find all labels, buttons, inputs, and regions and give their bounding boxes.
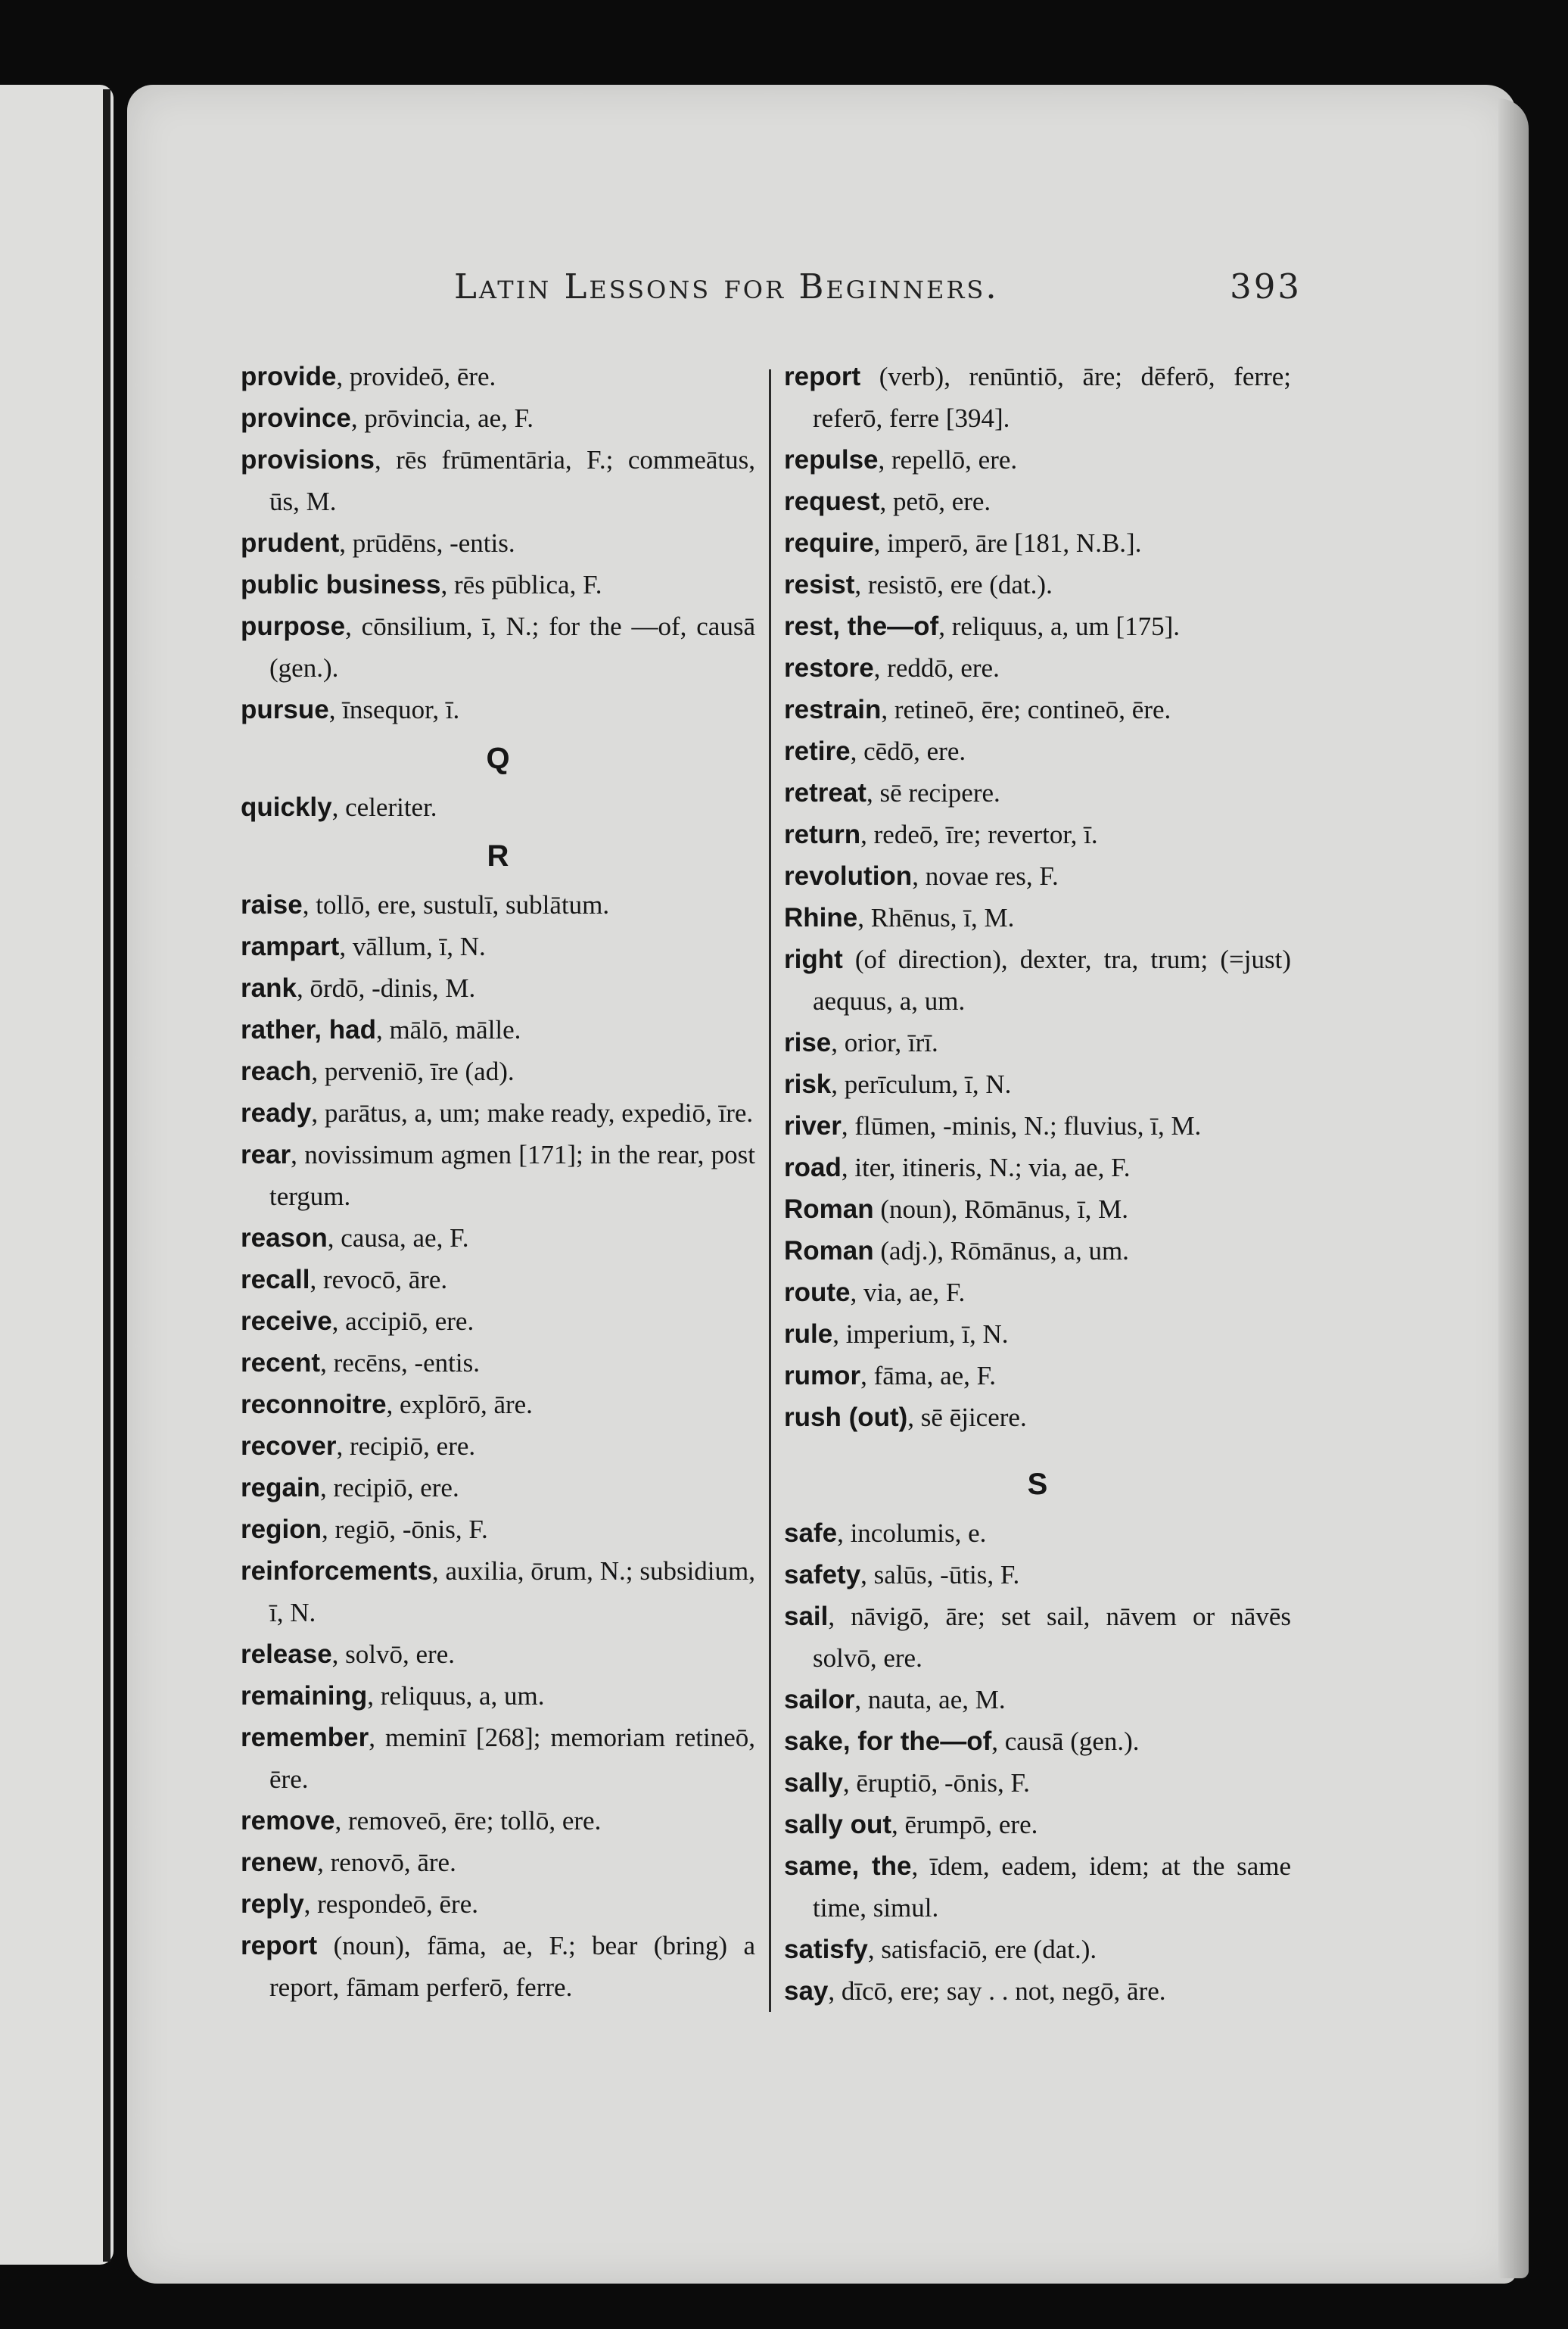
headword: rampart (241, 932, 340, 961)
definition: , auxilia, ōrum, N.; subsidium, ī, N. (269, 1556, 755, 1627)
definition: , novissimum agmen [171]; in the rear, post tergum. (269, 1140, 755, 1211)
definition: , recipiō, ere. (320, 1473, 459, 1502)
definition: , sē ējicere. (907, 1403, 1027, 1432)
definition: , nāvigō, āre; set sail, nāvem or nāvēs solvō, ere. (813, 1602, 1291, 1673)
definition: , via, ae, F. (850, 1278, 966, 1307)
definition: , retineō, ēre; contineō, ēre. (881, 695, 1171, 724)
headword: resist (784, 570, 855, 599)
definition: , causā (gen.). (991, 1727, 1140, 1756)
headword: report (784, 362, 861, 391)
headword: remaining (241, 1681, 368, 1711)
definition: , cēdō, ere. (850, 736, 966, 766)
dictionary-entry (784, 897, 1291, 939)
headword: same, the (784, 1851, 912, 1881)
definition: , prōvincia, ae, F. (350, 403, 534, 433)
dictionary-entry (241, 689, 755, 730)
headword: Roman (784, 1194, 874, 1224)
dictionary-entry (241, 926, 755, 967)
headword: rise (784, 1028, 832, 1057)
dictionary-entry (241, 1217, 755, 1259)
headword: rumor (784, 1361, 861, 1390)
dictionary-entry (241, 1925, 755, 2008)
column-divider (769, 369, 771, 2012)
dictionary-entry (241, 1675, 755, 1717)
dictionary-entry (784, 1762, 1291, 1804)
dictionary-entry (784, 1355, 1291, 1396)
dictionary-entry (241, 1883, 755, 1925)
headword: Rhine (784, 903, 858, 933)
letter-heading-s: S (1027, 1468, 1048, 1501)
dictionary-entry (241, 606, 755, 689)
left-column (241, 356, 755, 2008)
dictionary-entry (241, 1717, 755, 1800)
definition: , orior, īrī. (831, 1028, 938, 1057)
definition: , novae res, F. (912, 861, 1059, 891)
dictionary-entry (784, 1970, 1291, 2012)
definition: , prūdēns, -entis. (339, 528, 515, 558)
page-title: Latin Lessons for Beginners. (454, 266, 999, 307)
definition: , tollō, ere, sustulī, sublātum. (302, 890, 610, 920)
definition: , causa, ae, F. (327, 1223, 469, 1253)
dictionary-entry (784, 1512, 1291, 1554)
definition: , resistō, ere (dat.). (854, 570, 1053, 599)
headword: reply (241, 1889, 304, 1919)
definition: , sē recipere. (866, 778, 1000, 808)
headword: reason (241, 1223, 328, 1253)
definition: , explōrō, āre. (386, 1390, 533, 1419)
definition: , perīculum, ī, N. (831, 1070, 1012, 1099)
headword: safe (784, 1518, 838, 1548)
definition: , renovō, āre. (317, 1848, 456, 1877)
q-entries (241, 786, 755, 828)
facing-page-edge (0, 85, 114, 2265)
dictionary-entry (241, 1425, 755, 1467)
dictionary-entry (241, 522, 755, 564)
headword: route (784, 1278, 851, 1307)
definition: , recipiō, ere. (336, 1431, 476, 1461)
definition: , cōnsilium, ī, N.; for the —of, causā (gen.). (269, 612, 755, 683)
definition: (verb), renūntiō, āre; dēferō, ferre; referō, ferre [394]. (813, 362, 1291, 433)
dictionary-entry (784, 1022, 1291, 1063)
headword: rear (241, 1140, 291, 1169)
dictionary-entry (784, 772, 1291, 814)
headword: recent (241, 1348, 321, 1378)
headword: rather, had (241, 1015, 376, 1045)
dictionary-entry (241, 439, 755, 522)
running-header (454, 266, 1302, 327)
headword: repulse (784, 445, 879, 475)
headword: require (784, 528, 874, 558)
s-entries (784, 1512, 1291, 2012)
dictionary-entry (784, 814, 1291, 855)
headword: quickly (241, 792, 332, 822)
dictionary-entry (784, 1063, 1291, 1105)
dictionary-entry (784, 1679, 1291, 1720)
headword: sally (784, 1768, 843, 1798)
headword: remove (241, 1806, 335, 1835)
definition: , iter, itineris, N.; via, ae, F. (841, 1153, 1131, 1182)
definition: , mālō, mālle. (375, 1015, 521, 1045)
headword: provide (241, 362, 337, 391)
dictionary-entry (241, 786, 755, 828)
headword: river (784, 1111, 842, 1141)
definition: , parātus, a, um; make ready, expediō, īre. (311, 1098, 754, 1128)
headword: reconnoitre (241, 1390, 387, 1419)
definition: , ērumpō, ere. (891, 1810, 1038, 1839)
dictionary-entry (241, 1550, 755, 1633)
headword: request (784, 487, 880, 516)
page-number: 393 (1230, 266, 1302, 307)
headword: provisions (241, 445, 375, 475)
definition: , rēs frūmentāria, F.; commeātus, ūs, M. (269, 445, 755, 516)
definition: , regiō, -ōnis, F. (321, 1515, 488, 1544)
definition: , accipiō, ere. (331, 1306, 474, 1336)
dictionary-entry (241, 1009, 755, 1051)
headword: recover (241, 1431, 337, 1461)
headword: public business (241, 570, 441, 599)
headword: report (241, 1931, 318, 1960)
definition: , respondeō, ēre. (303, 1889, 478, 1919)
right-column (784, 356, 1291, 2012)
headword: prudent (241, 528, 340, 558)
dictionary-entry (784, 939, 1291, 1022)
dictionary-entry (784, 730, 1291, 772)
dictionary-entry (784, 1396, 1291, 1438)
headword: say (784, 1976, 829, 2006)
dictionary-entry (241, 884, 755, 926)
definition: , salūs, -ūtis, F. (860, 1560, 1020, 1590)
headword: restrain (784, 695, 882, 724)
dictionary-entry (784, 1554, 1291, 1596)
definition: , īnsequor, ī. (328, 695, 460, 724)
letter-heading-q: Q (486, 742, 510, 775)
headword: remember (241, 1723, 369, 1752)
dictionary-entry (241, 1842, 755, 1883)
dictionary-entry (241, 1633, 755, 1675)
dictionary-entry (784, 564, 1291, 606)
dictionary-entry (784, 356, 1291, 439)
dictionary-entry (241, 1342, 755, 1384)
headword: safety (784, 1560, 861, 1590)
definition: , Rhēnus, ī, M. (857, 903, 1015, 933)
definition: , ēruptiō, -ōnis, F. (842, 1768, 1030, 1798)
dictionary-entry (784, 1147, 1291, 1188)
definition: , revocō, āre. (310, 1265, 448, 1294)
headword: rank (241, 973, 297, 1003)
r-entries-continued (784, 356, 1291, 1438)
headword: retreat (784, 778, 866, 808)
headword: reach (241, 1057, 312, 1086)
definition: , īdem, eadem, idem; at the same time, simul. (813, 1851, 1292, 1923)
headword: sake, for the—of (784, 1727, 992, 1756)
dictionary-entry (241, 1134, 755, 1217)
definition: , flūmen, -minis, N.; fluvius, ī, M. (841, 1111, 1202, 1141)
dictionary-entry (784, 1804, 1291, 1845)
definition: , repellō, ere. (878, 445, 1018, 475)
dictionary-entry (241, 564, 755, 606)
dictionary-entry (784, 522, 1291, 564)
definition: (noun), Rōmānus, ī, M. (873, 1194, 1129, 1224)
headword: risk (784, 1070, 832, 1099)
dictionary-entry (784, 1845, 1291, 1929)
definition: , imperium, ī, N. (832, 1319, 1009, 1349)
headword: satisfy (784, 1935, 868, 1964)
dictionary-entry (241, 1259, 755, 1300)
dictionary-entry (784, 1313, 1291, 1355)
headword: rest, the—of (784, 612, 939, 641)
headword: sally out (784, 1810, 891, 1839)
definition: , fāma, ae, F. (860, 1361, 997, 1390)
definition: , nauta, ae, M. (854, 1685, 1006, 1714)
headword: recall (241, 1265, 310, 1294)
headword: purpose (241, 612, 346, 641)
page-edge-shadow (1498, 98, 1529, 2278)
p-entries (241, 356, 755, 730)
headword: regain (241, 1473, 321, 1502)
dictionary-entry (784, 481, 1291, 522)
headword: renew (241, 1848, 318, 1877)
definition: , removeō, ēre; tollō, ere. (334, 1806, 602, 1835)
definition: , vāllum, ī, N. (339, 932, 486, 961)
definition: , reddō, ere. (873, 653, 1000, 683)
dictionary-entry (241, 1300, 755, 1342)
headword: rush (out) (784, 1403, 908, 1432)
headword: retire (784, 736, 851, 766)
definition: , celeriter. (331, 792, 437, 822)
headword: province (241, 403, 351, 433)
headword: reinforcements (241, 1556, 432, 1586)
definition: , petō, ere. (879, 487, 991, 516)
definition: , imperō, āre [181, N.B.]. (873, 528, 1142, 558)
dictionary-entry (784, 606, 1291, 647)
dictionary-entry (784, 1230, 1291, 1272)
headword: rule (784, 1319, 833, 1349)
definition: , recēns, -entis. (320, 1348, 480, 1378)
r-entries (241, 884, 755, 2008)
definition: , meminī [268]; memoriam retineō, ēre. (269, 1723, 755, 1794)
dictionary-entry (241, 1092, 755, 1134)
definition: , redeō, īre; revertor, ī. (860, 820, 1098, 849)
headword: pursue (241, 695, 329, 724)
dictionary-entry (784, 1188, 1291, 1230)
headword: sailor (784, 1685, 855, 1714)
headword: release (241, 1639, 332, 1669)
dictionary-entry (784, 855, 1291, 897)
headword: sail (784, 1602, 829, 1631)
dictionary-entry (784, 439, 1291, 481)
definition: , provideō, ēre. (336, 362, 496, 391)
definition: (of direction), dexter, tra, trum; (=just) aequus, a, um. (813, 945, 1291, 1016)
dictionary-entry (241, 1467, 755, 1509)
definition: , ōrdō, -dinis, M. (296, 973, 476, 1003)
dictionary-entry (784, 1105, 1291, 1147)
headword: return (784, 820, 861, 849)
dictionary-entry (241, 1384, 755, 1425)
definition: , satisfaciō, ere (dat.). (867, 1935, 1097, 1964)
definition: , reliquus, a, um [175]. (938, 612, 1181, 641)
book-gutter (103, 89, 110, 2262)
dictionary-entry (784, 1272, 1291, 1313)
definition: , rēs pūblica, F. (440, 570, 602, 599)
headword: Roman (784, 1236, 874, 1266)
dictionary-entry (241, 1800, 755, 1842)
dictionary-entry (784, 647, 1291, 689)
definition: (adj.), Rōmānus, a, um. (873, 1236, 1129, 1266)
dictionary-entry (784, 1596, 1291, 1679)
dictionary-entry (784, 1929, 1291, 1970)
definition: , dīcō, ere; say . . not, negō, āre. (828, 1976, 1166, 2006)
headword: ready (241, 1098, 312, 1128)
dictionary-entry (241, 967, 755, 1009)
headword: restore (784, 653, 874, 683)
dictionary-entry (241, 1051, 755, 1092)
headword: region (241, 1515, 322, 1544)
dictionary-entry (784, 689, 1291, 730)
letter-heading-r: R (487, 839, 509, 873)
headword: receive (241, 1306, 332, 1336)
definition: , reliquus, a, um. (367, 1681, 545, 1711)
dictionary-entry (784, 1720, 1291, 1762)
definition: (noun), fāma, ae, F.; bear (bring) a report, fāmam perferō, ferre. (269, 1931, 755, 2002)
definition: , perveniō, īre (ad). (311, 1057, 515, 1086)
headword: road (784, 1153, 842, 1182)
headword: revolution (784, 861, 913, 891)
definition: , solvō, ere. (331, 1639, 455, 1669)
definition: , incolumis, e. (837, 1518, 987, 1548)
dictionary-entry (241, 1509, 755, 1550)
headword: right (784, 945, 843, 974)
dictionary-entry (241, 397, 755, 439)
dictionary-entry (241, 356, 755, 397)
headword: raise (241, 890, 303, 920)
